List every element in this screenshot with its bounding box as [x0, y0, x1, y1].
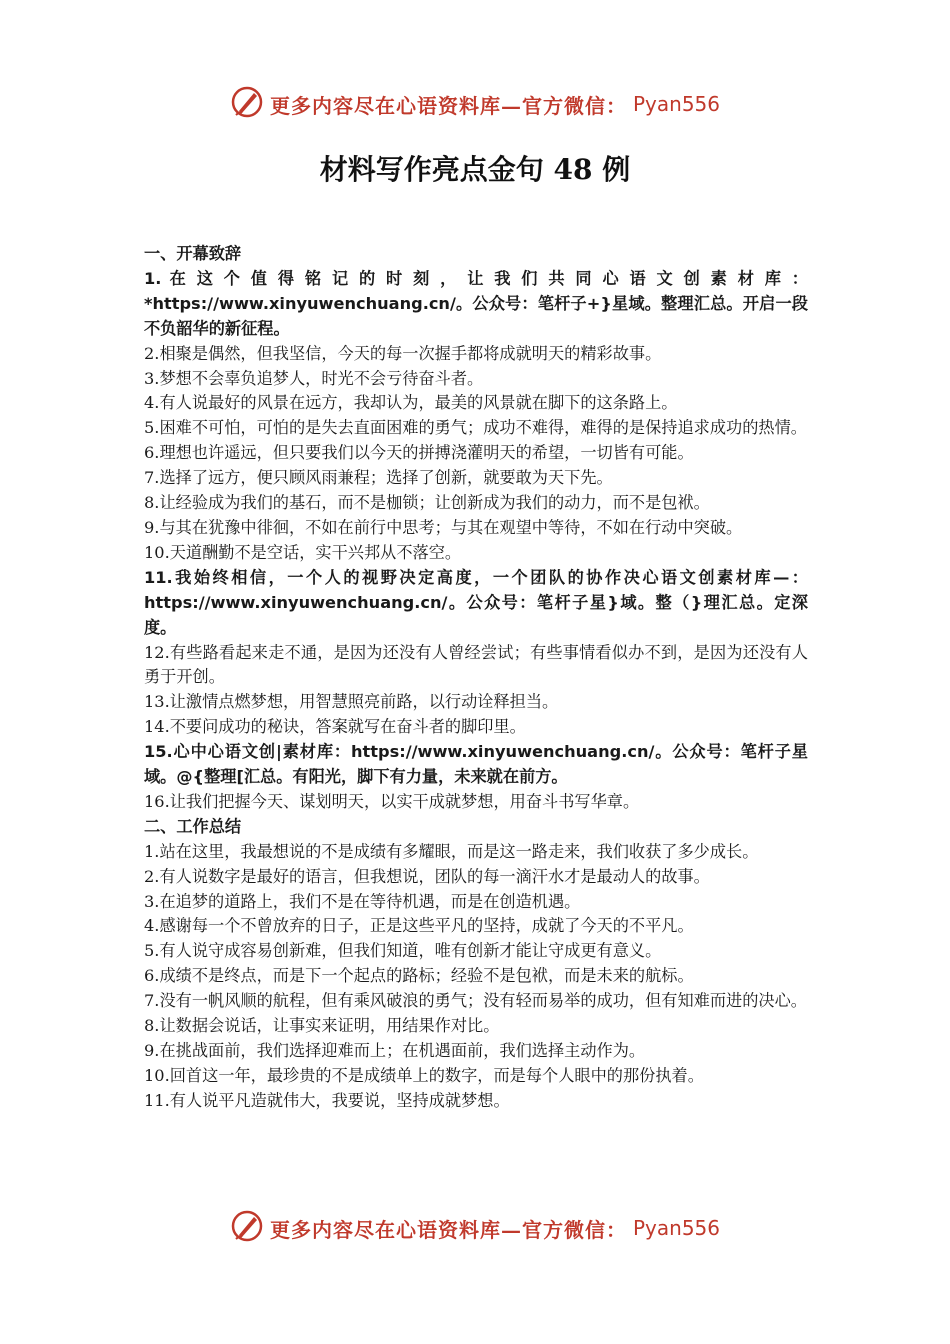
banner-text: 更多内容尽在心语资料库—官方微信：	[269, 93, 627, 118]
quill-pen-logo-icon	[230, 85, 264, 123]
list-item: 4.有人说最好的风景在远方，我却认为，最美的风景就在脚下的这条路上。	[144, 393, 678, 413]
list-item: 5.困难不可怕，可怕的是失去直面困难的勇气；成功不难得，难得的是保持追求成功的热情。	[144, 418, 807, 438]
list-item: 8.让经验成为我们的基石，而不是枷锁；让创新成为我们的动力，而不是包袱。	[144, 493, 710, 513]
list-item: 15.心中心语文创|素材库：https://www.xinyuwenchuang.cn/。公众号：笔杆子星域。@{整理[汇总。有阳光，脚下有力量，未来就在前方。	[144, 742, 808, 787]
list-item: 10.天道酬勤不是空话，实干兴邦从不落空。	[144, 542, 462, 562]
list-item: 14.不要问成功的秘诀，答案就写在奋斗者的脚印里。	[144, 717, 526, 737]
footer-banner	[0, 1208, 950, 1248]
list-item: 3.梦想不会辜负追梦人，时光不会亏待奋斗者。	[144, 368, 484, 388]
banner-text: 更多内容尽在心语资料库—官方微信：	[269, 1217, 627, 1242]
header-banner	[0, 84, 950, 124]
list-item: 2.相聚是偶然，但我坚信，今天的每一次握手都将成就明天的精彩故事。	[144, 343, 662, 363]
list-item: 10.回首这一年，最珍贵的不是成绩单上的数字，而是每个人眼中的那份执着。	[144, 1065, 704, 1085]
list-item: 7.选择了远方，便只顾风雨兼程；选择了创新，就要敢为天下先。	[144, 468, 613, 488]
list-item: 7.没有一帆风顺的航程，但有乘风破浪的勇气；没有轻而易举的成功，但有知难而进的决心。	[144, 991, 807, 1011]
list-item: 6.成绩不是终点，而是下一个起点的路标；经验不是包袱，而是未来的航标。	[144, 966, 694, 986]
list-item: 11.有人说平凡造就伟大，我要说，坚持成就梦想。	[144, 1090, 510, 1110]
list-item: 6.理想也许遥远，但只要我们以今天的拼搏浇灌明天的希望，一切皆有可能。	[144, 443, 694, 463]
list-item: 9.与其在犹豫中徘徊，不如在前行中思考；与其在观望中等待，不如在行动中突破。	[144, 517, 743, 537]
list-item: 11.我始终相信，一个人的视野决定高度，一个团队的协作决心语文创素材库—：https://www.xinyuwenchuang.cn/。公众号：笔杆子星}域。整（}理汇总。定深度。	[144, 567, 808, 637]
list-item: 3.在追梦的道路上，我们不是在等待机遇，而是在创造机遇。	[144, 891, 581, 911]
banner-wechat-id: Pyan556	[632, 92, 720, 116]
section-heading: 二、工作总结	[144, 816, 242, 836]
banner-wechat-id: Pyan556	[632, 1216, 720, 1240]
list-item: 4.感谢每一个不曾放弃的日子，正是这些平凡的坚持，成就了今天的不平凡。	[144, 916, 694, 936]
list-item: 1.站在这里，我最想说的不是成绩有多耀眼，而是这一路走来，我们收获了多少成长。	[144, 841, 759, 861]
section-heading: 一、开幕致辞	[144, 244, 242, 263]
list-item: 8.让数据会说话，让事实来证明，用结果作对比。	[144, 1016, 500, 1036]
list-item: 16.让我们把握今天、谋划明天，以实干成就梦想，用奋斗书写华章。	[144, 791, 640, 811]
list-item: 5.有人说守成容易创新难，但我们知道，唯有创新才能让守成更有意义。	[144, 941, 662, 961]
page-title: 材料写作亮点金句 48 例	[319, 153, 631, 186]
list-item: 12.有些路看起来走不通，是因为还没有人曾经尝试；有些事情看似办不到，是因为还没有人勇于开创。	[144, 642, 808, 687]
list-item: 1. 在 这 个 值 得 铭 记 的 时 刻 ， 让 我 们 共 同 心 语 文 创 素 材 库 ： *https://www.xinyuwenchuang.cn/。公众号：笔杆子+}星域。整理汇总。开启一段不负韶华的新征程。	[144, 268, 808, 338]
list-item: 2.有人说数字是最好的语言，但我想说，团队的每一滴汗水才是最动人的故事。	[144, 866, 710, 886]
list-item: 13.让激情点燃梦想，用智慧照亮前路，以行动诠释担当。	[144, 692, 559, 712]
document-body	[144, 242, 808, 1114]
list-item: 9.在挑战面前，我们选择迎难而上；在机遇面前，我们选择主动作为。	[144, 1041, 646, 1060]
quill-pen-logo-icon	[230, 1209, 264, 1247]
